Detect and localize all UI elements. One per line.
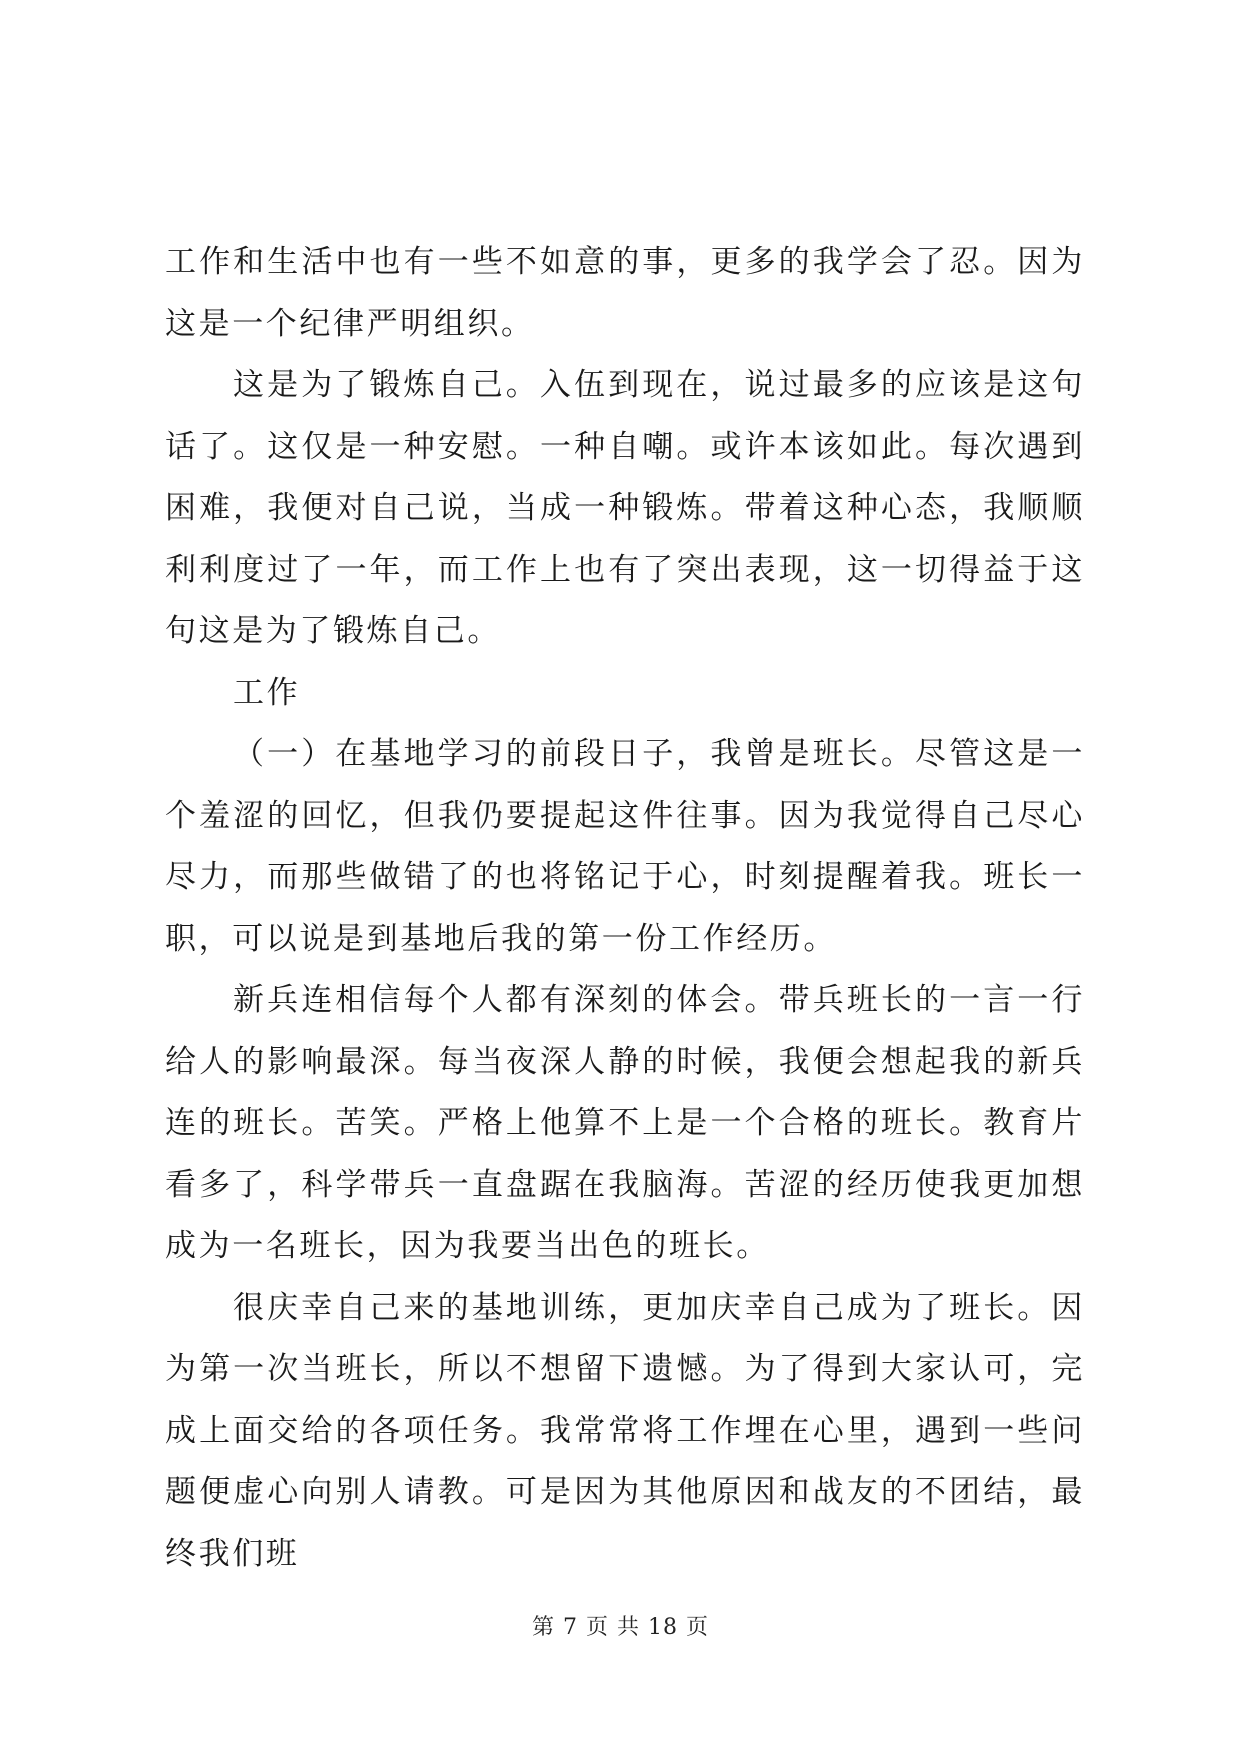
paragraph-base-training: 很庆幸自己来的基地训练，更加庆幸自己成为了班长。因为第一次当班长，所以不想留下遗憾。为了得到大家认可，完成上面交给的各项任务。我常常将工作埋在心里，遇到一些问题便虚心向别人请教。可是因为其他原因和战友的不团结，最终我们班 [165, 1289, 1085, 1572]
paragraph-squad-leader: （一）在基地学习的前段日子，我曾是班长。尽管这是一个羞涩的回忆，但我仍要提起这件往事。因为我觉得自己尽心尽力，而那些做错了的也将铭记于心，时刻提醒着我。班长一职，可以说是到基地后我的第一份工作经历。 [165, 736, 1085, 957]
section-heading-work: 工作 [233, 674, 301, 711]
paragraph-recruit-company: 新兵连相信每个人都有深刻的体会。带兵班长的一言一行给人的影响最深。每当夜深人静的时候，我便会想起我的新兵连的班长。苦笑。严格上他算不上是一个合格的班长。教育片看多了，科学带兵一直盘踞在我脑海。苦涩的经历使我更加想成为一名班长，因为我要当出色的班长。 [165, 982, 1085, 1264]
page-number-footer: 第 7 页 共 18 页 [532, 1615, 709, 1640]
paragraph-self-training: 这是为了锻炼自己。入伍到现在，说过最多的应该是这句话了。这仅是一种安慰。一种自嘲。或许本该如此。每次遇到困难，我便对自己说，当成一种锻炼。带着这种心态，我顺顺利利度过了一年，而工作上也有了突出表现，这一切得益于这句这是为了锻炼自己。 [165, 367, 1085, 649]
paragraph-continuation: 工作和生活中也有一些不如意的事，更多的我学会了忍。因为这是一个纪律严明组织。 [165, 244, 1085, 342]
document-body [165, 232, 1085, 1585]
